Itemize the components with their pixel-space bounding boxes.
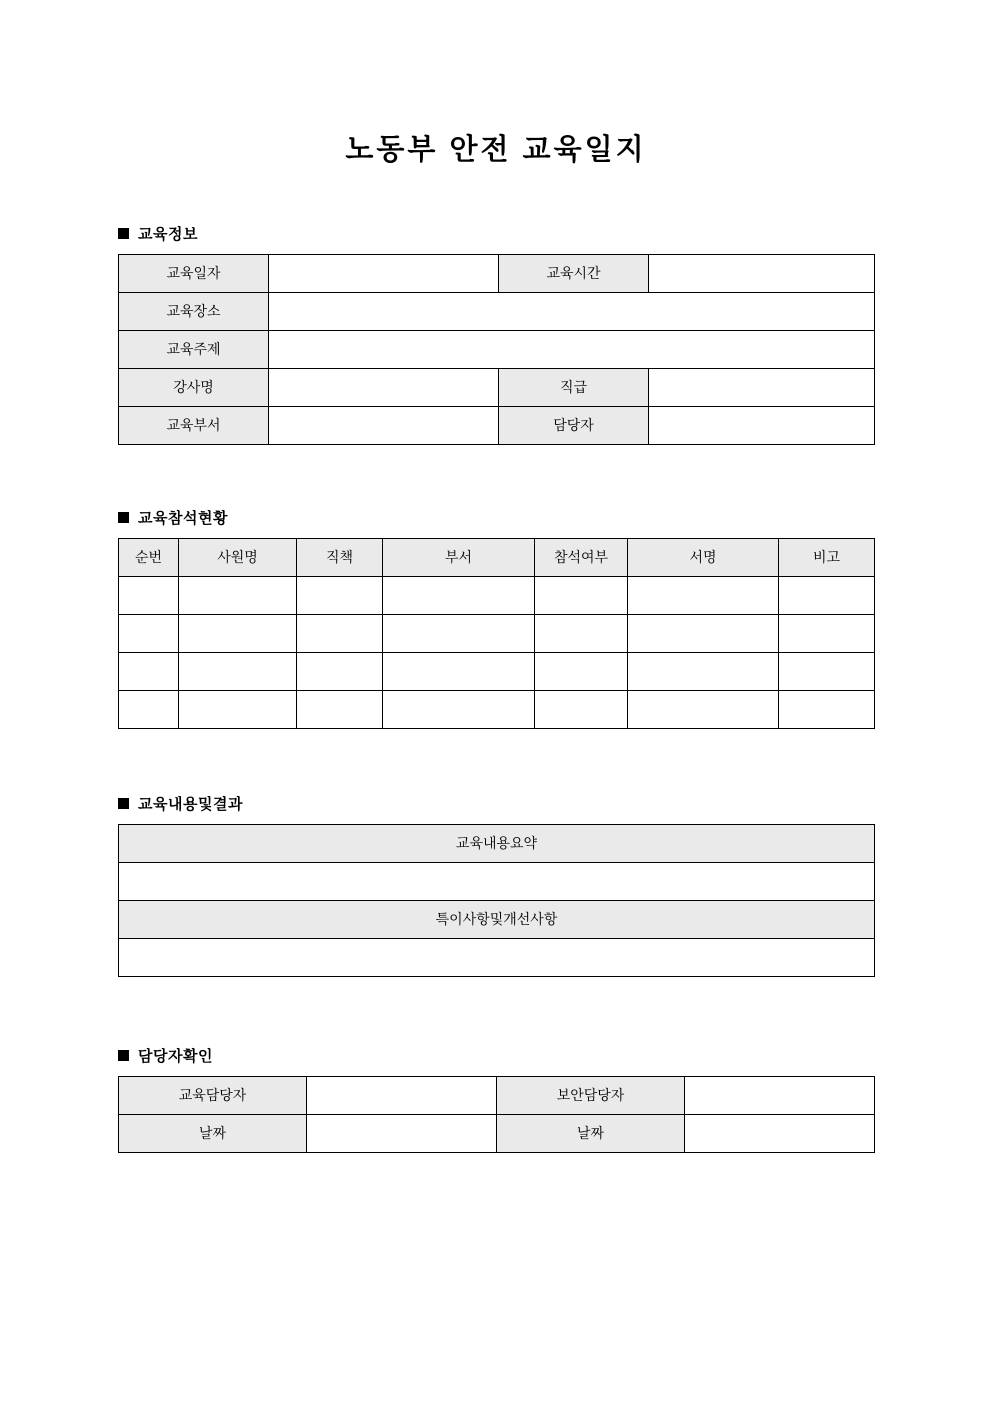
cell-position[interactable] [297,576,383,614]
section-bullet-icon [118,1050,129,1061]
table-row [119,292,875,330]
cell-attendance[interactable] [535,576,628,614]
field-education-date[interactable] [269,254,499,292]
cell-number[interactable] [119,690,179,728]
table-row [119,576,875,614]
label-education-officer: 교육담당자 [119,1076,307,1114]
section-attendance [118,507,874,729]
column-header-remarks: 비고 [779,538,875,576]
cell-remarks[interactable] [779,614,875,652]
cell-attendance[interactable] [535,690,628,728]
section-bullet-icon [118,228,129,239]
label-education-date: 교육일자 [119,254,269,292]
table-row [119,614,875,652]
cell-number[interactable] [119,614,179,652]
attendance-table [118,538,875,729]
table-header-row [119,900,875,938]
section-spacer [0,977,992,1045]
section-heading-attendance [118,507,874,528]
cell-employee-name[interactable] [179,614,297,652]
cell-remarks[interactable] [779,652,875,690]
section-education-info [118,223,874,445]
label-education-topic: 교육주제 [119,330,269,368]
page-title: 노동부 안전 교육일지 [345,134,647,166]
table-header-row [119,824,875,862]
field-instructor-name[interactable] [269,368,499,406]
field-instructor-rank[interactable] [649,368,875,406]
cell-department[interactable] [383,576,535,614]
table-row [119,406,875,444]
section-confirmation [118,1045,874,1153]
cell-position[interactable] [297,690,383,728]
cell-department[interactable] [383,652,535,690]
label-education-officer-date: 날짜 [119,1114,307,1152]
field-education-time[interactable] [649,254,875,292]
field-education-department[interactable] [269,406,499,444]
column-header-employee-name: 사원명 [179,538,297,576]
column-header-number: 순번 [119,538,179,576]
field-security-officer-date[interactable] [685,1114,875,1152]
section-bullet-icon [118,512,129,523]
cell-signature[interactable] [628,576,779,614]
label-instructor-name: 강사명 [119,368,269,406]
field-content-summary[interactable] [119,862,875,900]
table-row [119,690,875,728]
table-row [119,254,875,292]
table-row [119,862,875,900]
section-heading-education-info [118,223,874,244]
cell-position[interactable] [297,652,383,690]
label-instructor-rank: 직급 [499,368,649,406]
table-row [119,330,875,368]
cell-number[interactable] [119,576,179,614]
column-header-position: 직책 [297,538,383,576]
section-heading-label: 교육정보 [138,225,198,243]
section-heading-label: 담당자확인 [138,1047,213,1065]
cell-position[interactable] [297,614,383,652]
field-education-place[interactable] [269,292,875,330]
header-special-notes: 특이사항및개선사항 [119,900,875,938]
table-row [119,652,875,690]
field-special-notes[interactable] [119,938,875,976]
cell-signature[interactable] [628,614,779,652]
field-education-officer-date[interactable] [307,1114,497,1152]
label-education-department: 교육부서 [119,406,269,444]
label-security-officer-date: 날짜 [497,1114,685,1152]
table-row [119,1076,875,1114]
cell-number[interactable] [119,652,179,690]
cell-attendance[interactable] [535,652,628,690]
cell-employee-name[interactable] [179,652,297,690]
section-bullet-icon [118,798,129,809]
education-info-table [118,254,875,445]
field-security-officer[interactable] [685,1076,875,1114]
field-manager[interactable] [649,406,875,444]
section-content-results [118,793,874,977]
section-heading-content-results [118,793,874,814]
cell-signature[interactable] [628,652,779,690]
section-spacer [0,729,992,793]
confirmation-table [118,1076,875,1153]
label-security-officer: 보안담당자 [497,1076,685,1114]
label-education-place: 교육장소 [119,292,269,330]
field-education-topic[interactable] [269,330,875,368]
section-heading-label: 교육내용및결과 [138,795,243,813]
cell-remarks[interactable] [779,576,875,614]
title-spacer [0,168,992,223]
label-education-time: 교육시간 [499,254,649,292]
column-header-department: 부서 [383,538,535,576]
column-header-signature: 서명 [628,538,779,576]
table-row [119,938,875,976]
cell-attendance[interactable] [535,614,628,652]
cell-department[interactable] [383,690,535,728]
cell-signature[interactable] [628,690,779,728]
label-manager: 담당자 [499,406,649,444]
table-header-row [119,538,875,576]
cell-remarks[interactable] [779,690,875,728]
cell-employee-name[interactable] [179,576,297,614]
cell-employee-name[interactable] [179,690,297,728]
cell-department[interactable] [383,614,535,652]
section-heading-label: 교육참석현황 [138,509,228,527]
header-content-summary: 교육내용요약 [119,824,875,862]
section-heading-confirmation [118,1045,874,1066]
field-education-officer[interactable] [307,1076,497,1114]
section-spacer [0,445,992,507]
table-row [119,1114,875,1152]
content-results-table [118,824,875,977]
column-header-attendance: 참석여부 [535,538,628,576]
table-row [119,368,875,406]
